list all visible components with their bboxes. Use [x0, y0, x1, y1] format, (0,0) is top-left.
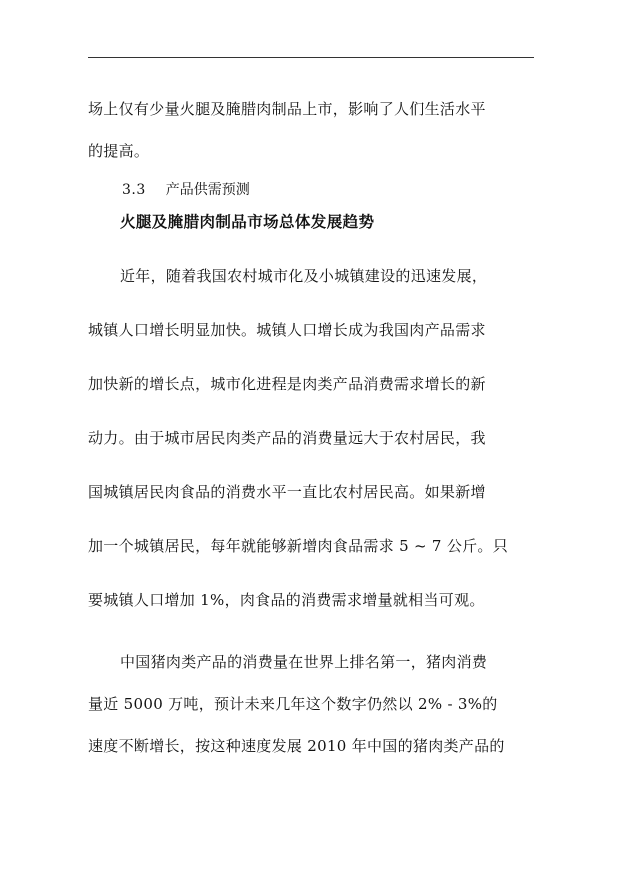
paragraph-line: 要城镇人口增加 1%，肉食品的消费需求增量就相当可观。: [88, 591, 485, 609]
section-title: 产品供需预测: [165, 182, 250, 198]
paragraph-line: 量近 5000 万吨，预计未来几年这个数字仍然以 2% - 3%的: [88, 695, 498, 713]
paragraph-line: 加快新的增长点，城市化进程是肉类产品消费需求增长的新: [88, 375, 486, 393]
paragraph-line: 速度不断增长，按这种速度发展 2010 年中国的猪肉类产品的: [88, 737, 505, 755]
section-heading: [122, 181, 250, 199]
subsection-title: 火腿及腌腊肉制品市场总体发展趋势: [120, 212, 375, 231]
paragraph-line: 动力。由于城市居民肉类产品的消费量远大于农村居民，我: [88, 429, 486, 447]
paragraph-line: 场上仅有少量火腿及腌腊肉制品上市，影响了人们生活水平: [88, 100, 486, 118]
paragraph-line: 中国猪肉类产品的消费量在世界上排名第一，猪肉消费: [120, 653, 488, 671]
section-number: 3.3: [122, 182, 146, 198]
paragraph-line: 加一个城镇居民，每年就能够新增肉食品需求 5 ~ 7 公斤。只: [88, 537, 509, 555]
paragraph-line: 近年，随着我国农村城市化及小城镇建设的迅速发展，: [120, 267, 488, 285]
paragraph-line: 城镇人口增长明显加快。城镇人口增长成为我国肉产品需求: [88, 321, 486, 339]
header-rule: [88, 57, 534, 58]
paragraph-line: 国城镇居民肉食品的消费水平一直比农村居民高。如果新增: [88, 483, 486, 501]
paragraph-line: 的提高。: [88, 142, 150, 160]
